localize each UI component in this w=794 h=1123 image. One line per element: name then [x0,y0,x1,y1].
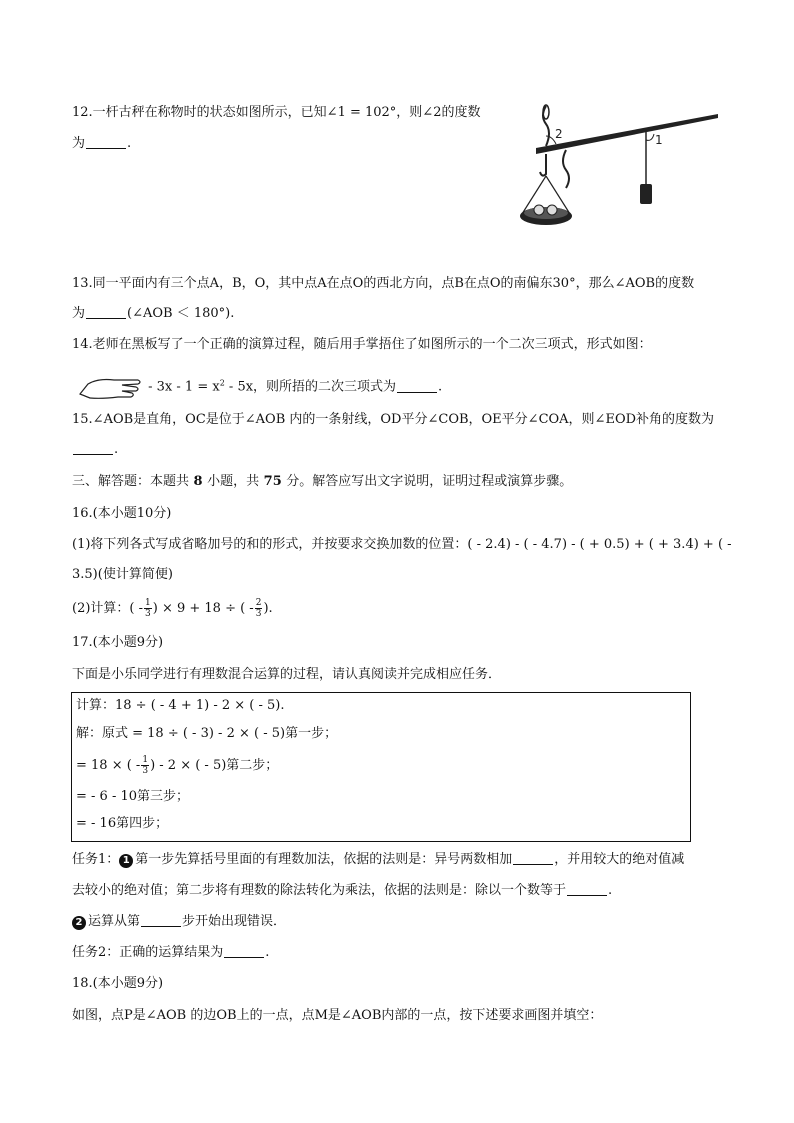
box-line-4: = - 6 - 10第三步； [76,789,190,804]
q14-line1: 14.老师在黑板写了一个正确的演算过程，随后用手掌捂住了如图所示的一个二次三项式，形式如图： [72,337,652,352]
q16-header: 16.(本小题10分) [72,506,172,521]
q17-task1-line1: 任务1： 1 第一步先算括号里面的有理数加法，依据的法则是：异号两数相加 ，并用较大的绝对值减 [72,852,685,867]
q17-task2: 任务2：正确的运算结果为 . [72,945,270,960]
answer-blank [224,945,264,958]
angle-2-label: 2 [555,127,563,141]
answer-blank [513,852,553,865]
circled-number-1: 1 [119,854,133,868]
answer-blank [397,380,437,393]
answer-blank [141,914,181,927]
fraction: $\frac{1}{3}$ [145,598,151,619]
q14-line2: - $3x - 1 = x^2 - 5x$，则所捂的二次三项式为 . [78,372,442,402]
answer-blank [567,883,607,896]
q17-intro: 下面是小乐同学进行有理数混合运算的过程，请认真阅读并完成相应任务． [72,667,502,682]
hand-icon [78,372,144,402]
answer-blank [86,136,126,149]
q13-line2: 为 (∠AOB ＜ 180°). [72,306,235,321]
q16-part1-line2: 3.5)(使计算简便) [72,567,173,582]
box-line-2: 解：原式 = 18 ÷ ( - 3) - 2 × ( - 5)第一步； [76,726,338,741]
box-line-1: 计算：18 ÷ ( - 4 + 1) - 2 × ( - 5). [76,698,285,713]
solution-box [71,692,691,842]
q18-header: 18.(本小题9分) [72,976,164,991]
q12-line1: 12.一杆古秤在称物时的状态如图所示，已知∠1 = 102°，则∠2的度数 [72,105,481,120]
answer-blank [73,442,113,455]
q18-line1: 如图，点P是∠AOB 的边OB上的一点，点M是∠AOB内部的一点，按下述要求画图并填空： [72,1008,603,1023]
section-3-heading: 三、解答题：本题共 8 小题，共 75 分。解答应写出文字说明，证明过程或演算步骤。 [72,474,573,489]
q17-task1-line3: 2 运算从第 步开始出现错误． [72,913,286,931]
box-line-5: = - 16第四步； [76,816,169,831]
angle-1-label: 1 [655,133,663,147]
q16-part2: (2)计算：( - $\frac{1}{3}$ ) × 9 + 18 ÷ ( - $\frac{2}{3}$ ). [72,598,273,619]
q15-line1: 15.∠AOB是直角，OC是位于∠AOB 内的一条射线，OD平分∠COB，OE平分∠COA，则∠EOD补角的度数为 [72,412,715,427]
q17-task1-line2: 去较小的绝对值；第二步将有理数的除法转化为乘法，依据的法则是：除以一个数等于 . [72,883,613,898]
fraction: $\frac{2}{3}$ [255,598,262,619]
fraction: $\frac{1}{3}$ [142,755,149,776]
q17-header: 17.(本小题9分) [72,635,164,650]
box-line-3: = 18 × ( - $\frac{1}{3}$ ) - 2 × ( - 5)第二步； [76,755,279,776]
q16-part1-line1: (1)将下列各式写成省略加号的和的形式，并按要求交换加数的位置：( - 2.4) - ( - 4.7) - ( + 0.5) + ( + 3.4) + ( - [72,537,732,552]
circled-number-2: 2 [72,916,86,930]
q12-line2: 为 . [72,136,132,151]
steelyard-figure [512,100,724,236]
answer-blank [86,306,126,319]
q15-line2: . [72,441,118,459]
q13-line1: 13.同一平面内有三个点A，B，O，其中点A在点O的西北方向，点B在点O的南偏东30°，那么∠AOB的度数 [72,276,695,291]
